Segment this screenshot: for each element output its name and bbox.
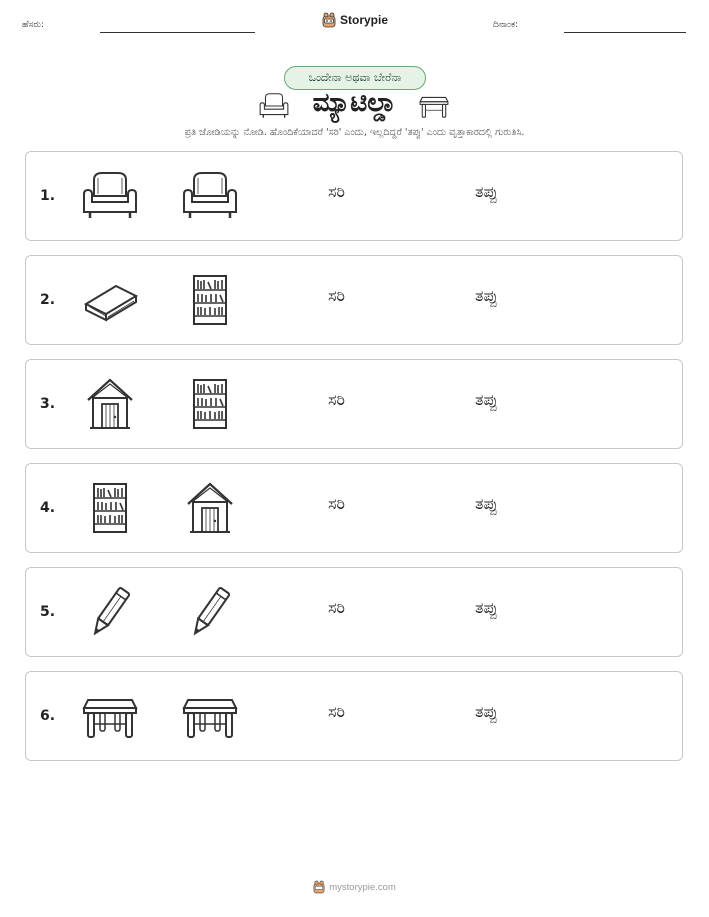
bookshelf-icon: [180, 374, 240, 434]
instructions: ಪ್ರತಿ ಜೋಡಿಯನ್ನು ನೋಡಿ. ಹೊಂದಿಕೆಯಾದರೆ 'ಸರಿ' ಎಂದು, ಇಲ್ಲದಿದ್ದರೆ 'ತಪ್ಪು' ಎಂದು ವೃತ್ತಾಕಾರದಲ್ಲಿ ಗುರುತಿಸಿ.: [184, 127, 525, 138]
mascot-icon: [313, 880, 325, 894]
exercise-row: [25, 255, 683, 345]
mascot-icon: [322, 12, 336, 28]
brand-logo: [322, 12, 388, 28]
stool-icon: [418, 90, 450, 126]
date-label: ದಿನಾಂಕ:: [493, 20, 519, 30]
option-correct[interactable]: ಸರಿ: [328, 390, 345, 409]
row-number: 5.: [40, 604, 56, 620]
row-number: 4.: [40, 500, 56, 516]
brand-name: Storypie: [340, 13, 389, 27]
option-wrong[interactable]: ತಪ್ಪು: [475, 182, 498, 201]
option-wrong[interactable]: ತಪ್ಪು: [475, 286, 498, 305]
option-correct[interactable]: ಸರಿ: [328, 286, 345, 305]
exercise-row: [25, 671, 683, 761]
exercise-row: [25, 463, 683, 553]
armchair-icon: [180, 166, 240, 226]
name-line: [100, 32, 255, 33]
footer-url: mystorypie.com: [329, 881, 396, 893]
option-correct[interactable]: ಸರಿ: [328, 182, 345, 201]
row-number: 3.: [40, 396, 56, 412]
page-title: ಮ್ಯಾಟಿಲ್ಡಾ: [312, 88, 397, 118]
option-wrong[interactable]: ತಪ್ಪು: [475, 598, 498, 617]
pencil-icon: [180, 582, 240, 642]
name-label: ಹೆಸರು:: [22, 20, 45, 30]
worksheet-header: [0, 0, 709, 45]
date-line: [564, 32, 686, 33]
pencil-icon: [80, 582, 140, 642]
option-correct[interactable]: ಸರಿ: [328, 494, 345, 513]
option-correct[interactable]: ಸರಿ: [328, 598, 345, 617]
row-number: 1.: [40, 188, 56, 204]
option-wrong[interactable]: ತಪ್ಪು: [475, 390, 498, 409]
footer: [0, 880, 709, 894]
exercise-row: [25, 359, 683, 449]
option-wrong[interactable]: ತಪ್ಪು: [475, 702, 498, 721]
stool-icon: [80, 686, 140, 746]
bookshelf-icon: [180, 270, 240, 330]
worksheet-badge: ಒಂದೇನಾ ಅಥವಾ ಬೇರೆನಾ: [284, 66, 426, 90]
house-icon: [80, 374, 140, 434]
exercise-row: [25, 151, 683, 241]
stool-icon: [180, 686, 240, 746]
option-correct[interactable]: ಸರಿ: [328, 702, 345, 721]
option-wrong[interactable]: ತಪ್ಪು: [475, 494, 498, 513]
armchair-icon: [80, 166, 140, 226]
house-icon: [180, 478, 240, 538]
row-number: 2.: [40, 292, 56, 308]
book-icon: [80, 270, 140, 330]
bookshelf-icon: [80, 478, 140, 538]
exercise-row: [25, 567, 683, 657]
row-number: 6.: [40, 708, 56, 724]
